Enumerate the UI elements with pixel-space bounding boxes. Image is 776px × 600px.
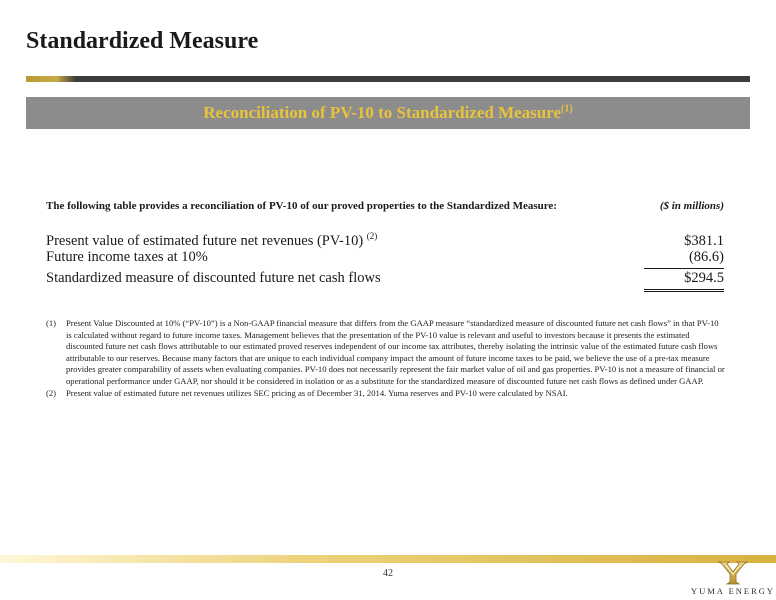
footnote-number: (1) bbox=[46, 318, 57, 328]
table-intro-row bbox=[46, 200, 724, 212]
logo-wordmark: YUMA ENERGY bbox=[690, 586, 776, 596]
footnote-text: Present Value Discounted at 10% (“PV-10”) is a Non-GAAP financial measure that differs from the GAAP measure “standardized measure of discounted future net cash flows” in that PV-10 is calculated without regard to future income taxes. Management believes that the presentation of the PV-10 value is relevant and useful to investors because it presents the estimated discounted future net cash flows attributable to our estimated proved reserves independent of our income tax attributes, thereby isolating the intrinsic value of the estimated future cash flows attributable to our reserves. Because many factors that are unique to each individual company impact the amount of future income taxes to be paid, we believe the use of a pre-tax measure provides greater comparability of assets when evaluating companies. PV-10 does not necessarily represent the fair market value of oil and gas properties. PV-10 is not a measure of financial or operational performance under GAAP, nor should it be considered in isolation or as a substitute for the standardized measure of discounted future net cash flows as defined under GAAP. bbox=[66, 318, 725, 386]
footnote-number: (2) bbox=[46, 387, 57, 398]
table-row bbox=[46, 226, 724, 247]
yuma-y-logo-icon bbox=[717, 560, 749, 586]
footnotes bbox=[46, 318, 726, 399]
banner-title bbox=[203, 103, 572, 123]
page-number: 42 bbox=[383, 568, 393, 579]
footnote-text: Present value of estimated future net revenues utilizes SEC pricing as of December 31, 2014. Yuma reserves and PV-10 were calculated by NSAI. bbox=[66, 387, 568, 398]
row-label-text: Present value of estimated future net revenues (PV-10) bbox=[46, 232, 364, 249]
footer-divider bbox=[0, 555, 776, 563]
title-divider bbox=[26, 76, 750, 82]
footnote-item bbox=[46, 318, 726, 388]
row-label: Standardized measure of discounted future net cash flows bbox=[46, 270, 381, 286]
table-row bbox=[46, 247, 724, 268]
section-banner bbox=[26, 97, 750, 129]
row-value: (86.6) bbox=[644, 247, 724, 269]
footnote-item bbox=[46, 388, 726, 400]
row-footnote-ref: (2) bbox=[366, 231, 378, 241]
table-units: ($ in millions) bbox=[659, 200, 724, 212]
reconciliation-table bbox=[46, 200, 724, 289]
page-title: Standardized Measure bbox=[26, 28, 259, 54]
table-row bbox=[46, 268, 724, 289]
company-logo bbox=[690, 560, 776, 600]
table-intro-text: The following table provides a reconciliation of PV-10 of our proved properties to the Standardized Measure: bbox=[46, 200, 557, 212]
banner-footnote-ref: (1) bbox=[561, 103, 573, 115]
row-value: $294.5 bbox=[644, 268, 724, 292]
row-value: $381.1 bbox=[684, 232, 724, 249]
row-label: Future income taxes at 10% bbox=[46, 249, 208, 265]
banner-title-text: Reconciliation of PV-10 to Standardized Measure bbox=[203, 103, 562, 122]
